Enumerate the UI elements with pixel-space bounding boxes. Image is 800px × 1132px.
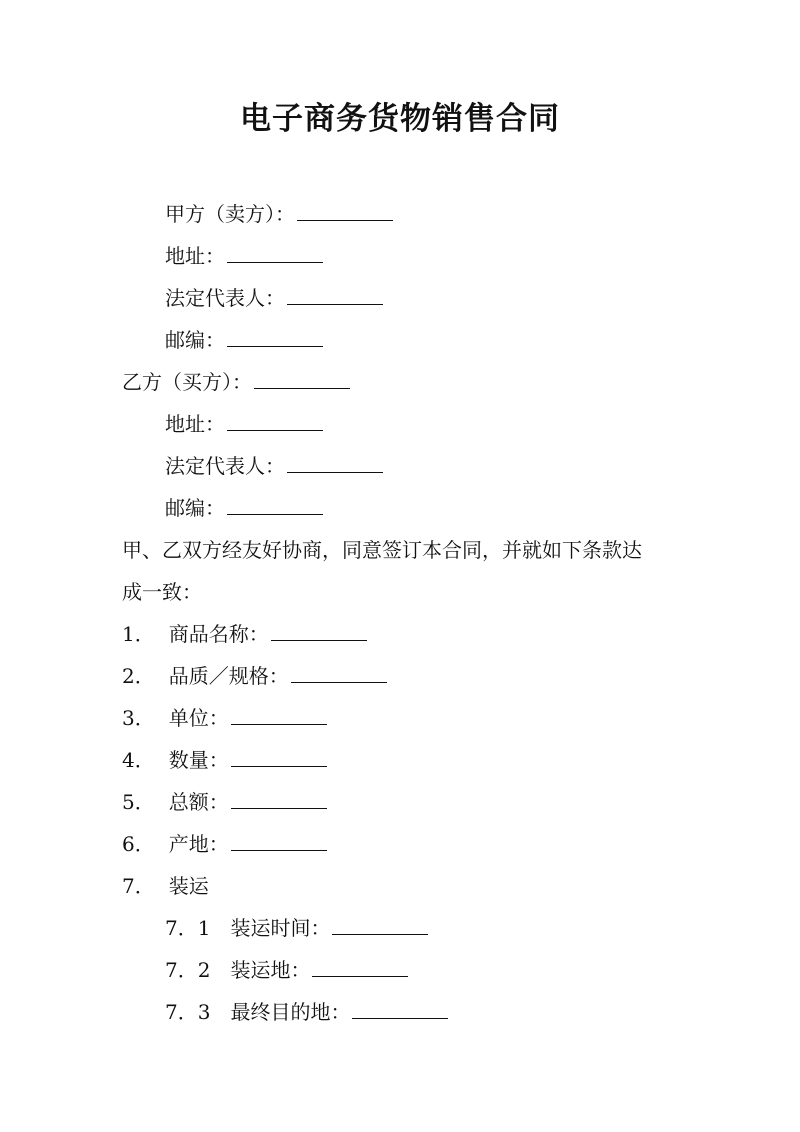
party-b-blank [254,387,350,389]
clause-2 [122,661,387,691]
agreement-line-1: 甲、乙双方经友好协商，同意签订本合同，并就如下条款达 [122,538,642,562]
clause-number: 4． [122,748,155,772]
clause-label: 总额： [168,790,229,814]
clause-7 [122,871,209,901]
party-b-label: 乙方（买方）： [122,370,252,394]
clause-3 [122,703,327,733]
clause-6 [122,829,327,859]
subclause-7-2 [165,955,408,985]
party-a-postcode-line [165,325,323,355]
party-b-line [122,367,350,397]
subclause-blank [332,933,428,935]
party-a-address-blank [227,261,323,263]
party-b-address-label: 地址： [165,412,225,436]
subclause-7-1 [165,913,428,943]
clause-number: 6． [122,832,155,856]
party-a-legal-rep-label: 法定代表人： [165,286,285,310]
clause-1 [122,619,367,649]
clause-blank [231,765,327,767]
subclause-blank [352,1017,448,1019]
party-a-address-line [165,241,323,271]
clause-blank [271,639,367,641]
clause-number: 5． [122,790,155,814]
party-b-postcode-label: 邮编： [165,496,225,520]
clause-blank [231,849,327,851]
party-a-postcode-label: 邮编： [165,328,225,352]
party-b-postcode-line [165,493,323,523]
clause-label: 产地： [168,832,229,856]
subclause-number: 7．2 [165,958,211,982]
subclause-number: 7．1 [165,916,211,940]
clause-number: 7． [122,874,155,898]
clause-label: 数量： [168,748,229,772]
clause-label: 单位： [168,706,229,730]
party-b-legal-rep-label: 法定代表人： [165,454,285,478]
subclause-label: 最终目的地： [230,1000,351,1024]
clause-blank [231,723,327,725]
party-b-legal-rep-line [165,451,383,481]
agreement-line-2: 成一致： [122,580,202,604]
subclause-7-3 [165,997,448,1027]
clause-label: 商品名称： [168,622,269,646]
clause-label: 品质／规格： [168,664,289,688]
party-a-address-label: 地址： [165,244,225,268]
clause-blank [231,807,327,809]
party-a-legal-rep-line [165,283,383,313]
clause-4 [122,745,327,775]
clause-blank [291,681,387,683]
clause-number: 3． [122,706,155,730]
party-a-line [165,199,393,229]
party-b-address-line [165,409,323,439]
party-a-legal-rep-blank [287,303,383,305]
subclause-blank [312,975,408,977]
party-b-address-blank [227,429,323,431]
clause-5 [122,787,327,817]
clause-number: 1． [122,622,155,646]
subclause-label: 装运地： [230,958,311,982]
subclause-label: 装运时间： [230,916,331,940]
subclause-number: 7．3 [165,1000,211,1024]
clause-label: 装运 [168,874,209,898]
party-b-legal-rep-blank [287,471,383,473]
party-a-label: 甲方（卖方）： [165,202,295,226]
clause-number: 2． [122,664,155,688]
party-a-postcode-blank [227,345,323,347]
party-a-blank [297,219,393,221]
party-b-postcode-blank [227,513,323,515]
document-title: 电子商务货物销售合同 [240,101,560,137]
